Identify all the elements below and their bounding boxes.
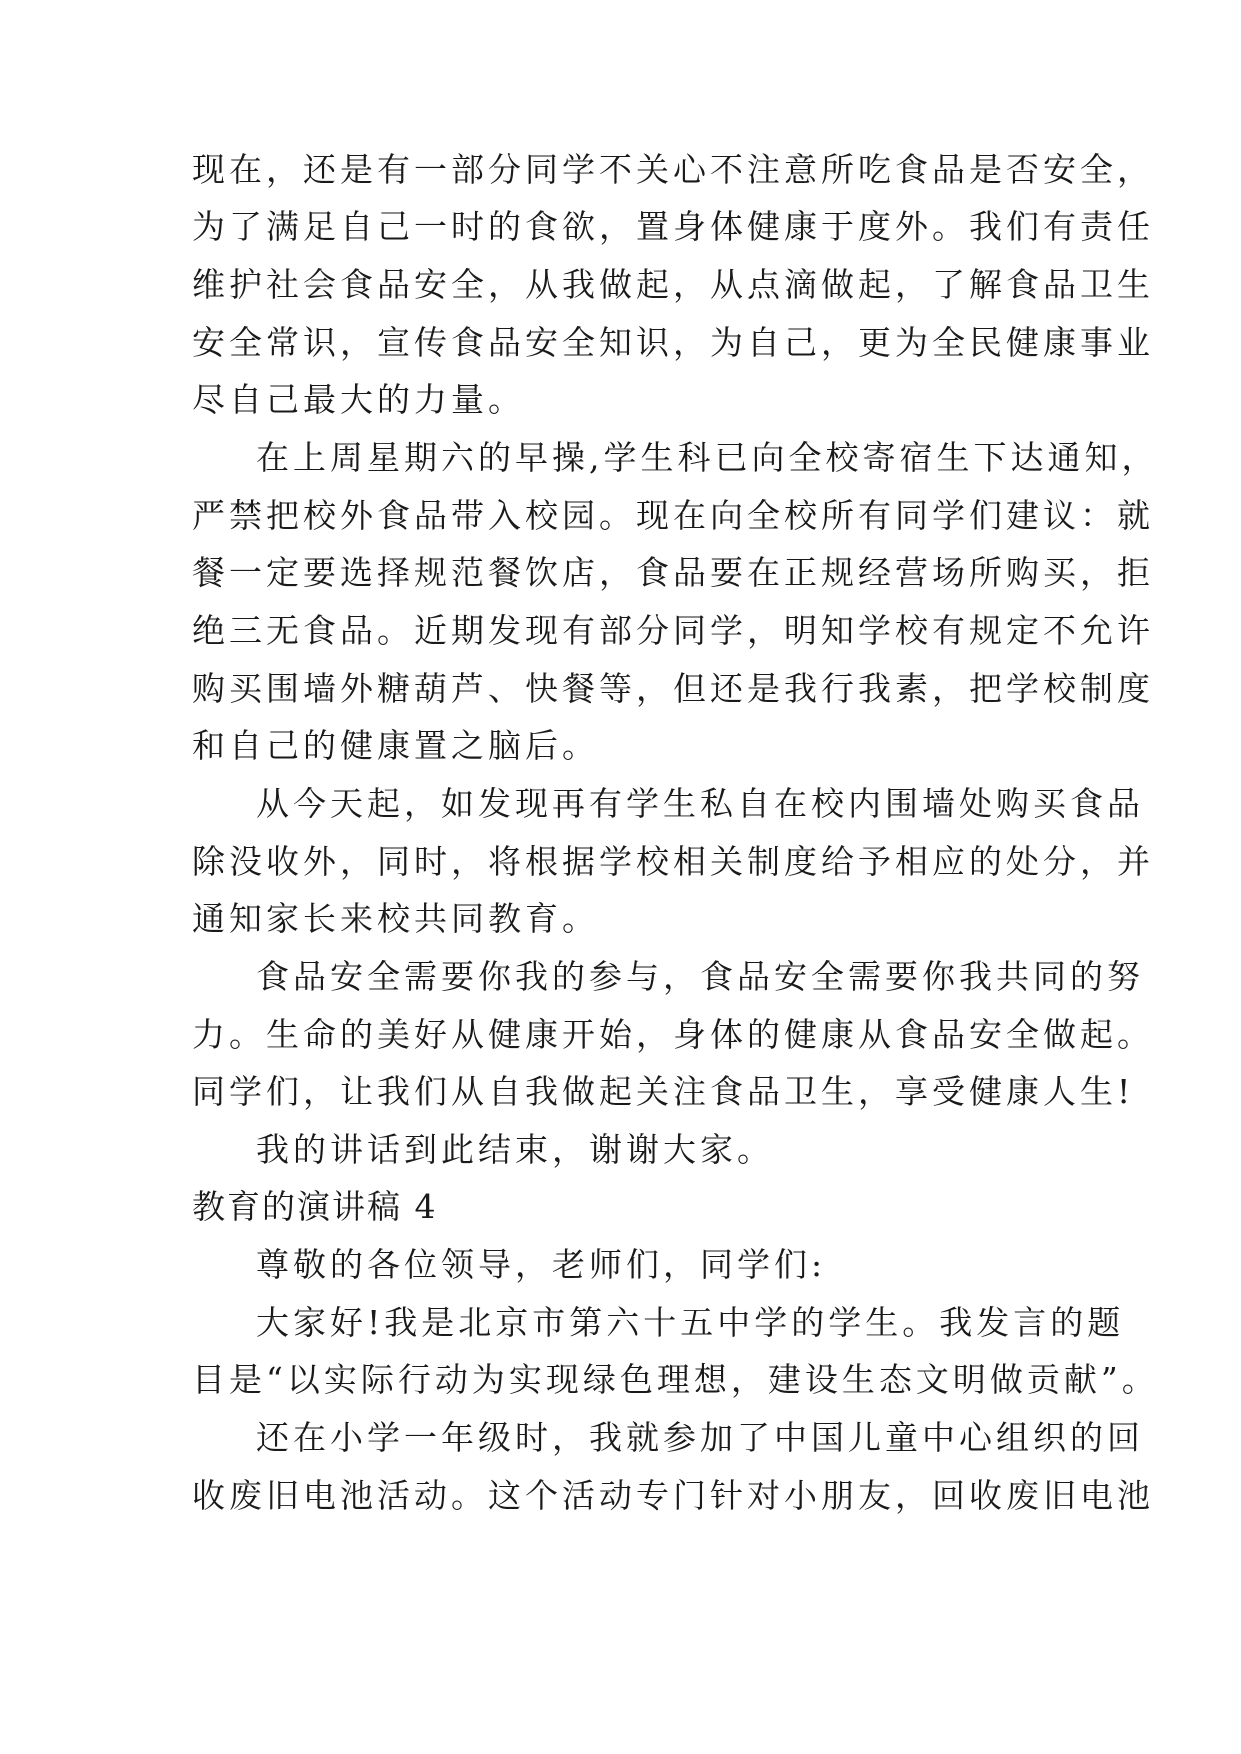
- paragraph-line: 尊敬的各位领导，老师们，同学们:: [256, 1245, 827, 1284]
- paragraph-line: 食品安全需要你我的参与，食品安全需要你我共同的努: [256, 957, 1144, 996]
- paragraph-line: 购买围墙外糖葫芦、快餐等，但还是我行我素，把学校制度: [192, 669, 1154, 708]
- paragraph-line: 尽自己最大的力量。: [192, 380, 525, 419]
- paragraph-line: 同学们，让我们从自我做起关注食品卫生，享受健康人生!: [192, 1072, 1135, 1111]
- paragraph-line: 严禁把校外食品带入校园。现在向全校所有同学们建议：就: [192, 496, 1154, 535]
- paragraph-line: 维护社会食品安全，从我做起，从点滴做起，了解食品卫生: [192, 265, 1154, 304]
- paragraph-line: 力。生命的美好从健康开始，身体的健康从食品安全做起。: [192, 1015, 1154, 1054]
- paragraph-line: 还在小学一年级时，我就参加了中国儿童中心组织的回: [256, 1418, 1144, 1457]
- section-heading: 教育的演讲稿 4: [192, 1187, 438, 1226]
- paragraph-line: 收废旧电池活动。这个活动专门针对小朋友，回收废旧电池: [192, 1476, 1154, 1515]
- paragraph-line: 在上周星期六的早操,学生科已向全校寄宿生下达通知，: [256, 438, 1159, 477]
- paragraph-line: 大家好!我是北京市第六十五中学的学生。我发言的题: [256, 1303, 1125, 1342]
- paragraph-line: 除没收外，同时，将根据学校相关制度给予相应的处分，并: [192, 842, 1154, 881]
- paragraph-line: 现在，还是有一部分同学不关心不注意所吃食品是否安全，: [192, 150, 1154, 189]
- paragraph-line: 从今天起，如发现再有学生私自在校内围墙处购买食品: [256, 784, 1144, 823]
- paragraph-line: 绝三无食品。近期发现有部分同学，明知学校有规定不允许: [192, 611, 1154, 650]
- paragraph-line: 和自己的健康置之脑后。: [192, 726, 599, 765]
- paragraph-line: 安全常识，宣传食品安全知识，为自己，更为全民健康事业: [192, 323, 1154, 362]
- paragraph-line: 餐一定要选择规范餐饮店，食品要在正规经营场所购买，拒: [192, 553, 1154, 592]
- paragraph-line: 目是“以实际行动为实现绿色理想，建设生态文明做贡献”。: [192, 1360, 1159, 1399]
- paragraph-line: 我的讲话到此结束，谢谢大家。: [256, 1130, 774, 1169]
- paragraph-line: 为了满足自己一时的食欲，置身体健康于度外。我们有责任: [192, 207, 1154, 246]
- paragraph-line: 通知家长来校共同教育。: [192, 899, 599, 938]
